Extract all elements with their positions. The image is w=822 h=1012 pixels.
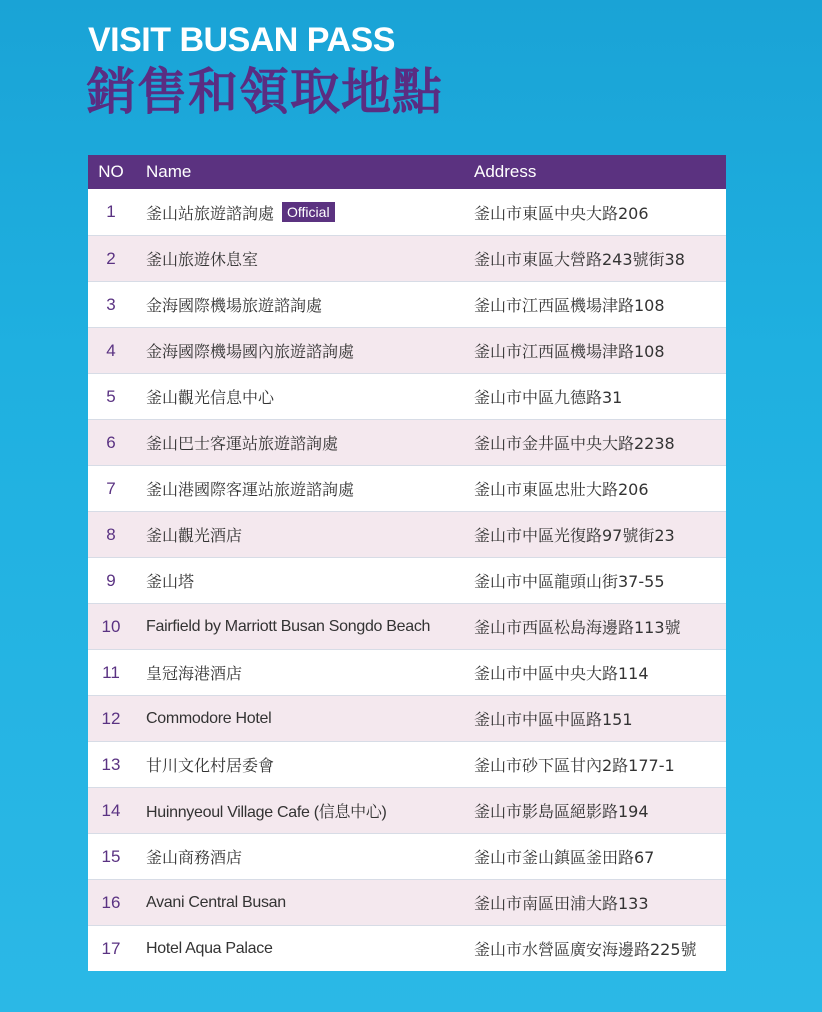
location-name: Fairfield by Marriott Busan Songdo Beach [146, 617, 431, 635]
table-row [88, 373, 726, 419]
location-name-cell [134, 247, 462, 270]
row-number: 12 [101, 708, 121, 728]
location-name: 釜山港國際客運站旅遊諮詢處 [146, 480, 355, 499]
location-name-cell [134, 661, 462, 684]
location-name-cell [134, 799, 462, 822]
location-address: 釜山市砂下區甘內2路177-1 [474, 756, 675, 775]
location-name: 釜山旅遊休息室 [146, 250, 259, 269]
locations-table [88, 155, 726, 971]
location-name-cell [134, 569, 462, 592]
location-address: 釜山市南區田浦大路133 [474, 894, 649, 913]
location-address: 釜山市東區大營路243號街38 [474, 250, 685, 269]
location-name-cell [134, 201, 462, 224]
location-name: 釜山站旅遊諮詢處 [146, 203, 275, 223]
location-name-cell [134, 385, 462, 408]
location-name: 皇冠海港酒店 [146, 664, 243, 683]
row-number: 10 [101, 616, 121, 636]
location-address: 釜山市江西區機場津路108 [474, 296, 665, 315]
location-name-cell [134, 710, 462, 728]
table-row [88, 419, 726, 465]
location-name-cell [134, 940, 462, 958]
row-number: 5 [106, 386, 116, 406]
location-name: 金海國際機場國內旅遊諮詢處 [146, 342, 355, 361]
location-address: 釜山市西區松島海邊路113號 [474, 618, 681, 637]
row-number: 15 [101, 846, 121, 866]
location-name: 金海國際機場旅遊諮詢處 [146, 296, 323, 315]
table-row [88, 327, 726, 373]
row-number: 14 [101, 800, 121, 820]
location-name: 釜山觀光酒店 [146, 526, 243, 545]
official-badge: Official [282, 202, 335, 222]
location-address: 釜山市水營區廣安海邊路225號 [474, 940, 697, 959]
location-name: Huinnyeoul Village Cafe (信息中心) [146, 804, 387, 821]
location-address: 釜山市東區中央大路206 [474, 203, 649, 223]
location-address: 釜山市中區九德路31 [474, 388, 623, 407]
table-row [88, 511, 726, 557]
column-header-no: NO [98, 162, 124, 181]
table-row [88, 649, 726, 695]
location-name: 釜山巴士客運站旅遊諮詢處 [146, 434, 339, 453]
row-number: 11 [102, 662, 120, 682]
row-number: 6 [106, 432, 116, 452]
table-row [88, 787, 726, 833]
location-name: 釜山塔 [146, 572, 195, 591]
table-row [88, 235, 726, 281]
table-row [88, 879, 726, 925]
column-header-address: Address [474, 162, 537, 181]
location-name-cell [134, 431, 462, 454]
location-name: 釜山觀光信息中心 [146, 388, 275, 407]
location-address: 釜山市江西區機場津路108 [474, 342, 665, 361]
row-number: 3 [106, 294, 116, 314]
location-name-cell [134, 894, 462, 912]
location-name: 甘川文化村居委會 [146, 756, 275, 775]
table-header [88, 155, 726, 189]
location-name-cell [134, 845, 462, 868]
table-row [88, 465, 726, 511]
page-title-en: VISIT BUSAN PASS [88, 21, 395, 59]
location-name: Hotel Aqua Palace [146, 939, 273, 957]
row-number: 2 [106, 248, 116, 268]
table-row [88, 925, 726, 971]
location-address: 釜山市中區中區路151 [474, 710, 633, 729]
location-address: 釜山市影島區絕影路194 [474, 802, 649, 821]
location-name: 釜山商務酒店 [146, 848, 243, 867]
location-address: 釜山市中區龍頭山街37-55 [474, 572, 665, 591]
location-address: 釜山市中區中央大路114 [474, 664, 649, 683]
table-row [88, 281, 726, 327]
location-name-cell [134, 477, 462, 500]
location-name: Avani Central Busan [146, 893, 286, 911]
row-number: 7 [106, 478, 116, 498]
table-body [88, 189, 726, 971]
location-name-cell [134, 523, 462, 546]
location-address: 釜山市金井區中央大路2238 [474, 434, 675, 453]
location-name: Commodore Hotel [146, 709, 272, 727]
location-address: 釜山市東區忠壯大路206 [474, 480, 649, 499]
table-row [88, 189, 726, 235]
location-address: 釜山市釜山鎮區釜田路67 [474, 848, 655, 867]
location-name-cell [134, 753, 462, 776]
table-row [88, 741, 726, 787]
column-header-name: Name [146, 162, 192, 181]
table-row [88, 695, 726, 741]
location-name-cell [134, 339, 462, 362]
row-number: 4 [106, 340, 116, 360]
location-name-cell [134, 618, 462, 636]
row-number: 8 [106, 524, 116, 544]
row-number: 1 [106, 202, 116, 221]
row-number: 13 [101, 754, 121, 774]
location-name-cell [134, 293, 462, 316]
row-number: 17 [101, 938, 121, 958]
page-title-zh: 銷售和領取地點 [86, 63, 443, 121]
row-number: 9 [106, 570, 116, 590]
table-row [88, 557, 726, 603]
row-number: 16 [101, 892, 121, 912]
table-row [88, 603, 726, 649]
table-row [88, 833, 726, 879]
location-address: 釜山市中區光復路97號街23 [474, 526, 675, 545]
